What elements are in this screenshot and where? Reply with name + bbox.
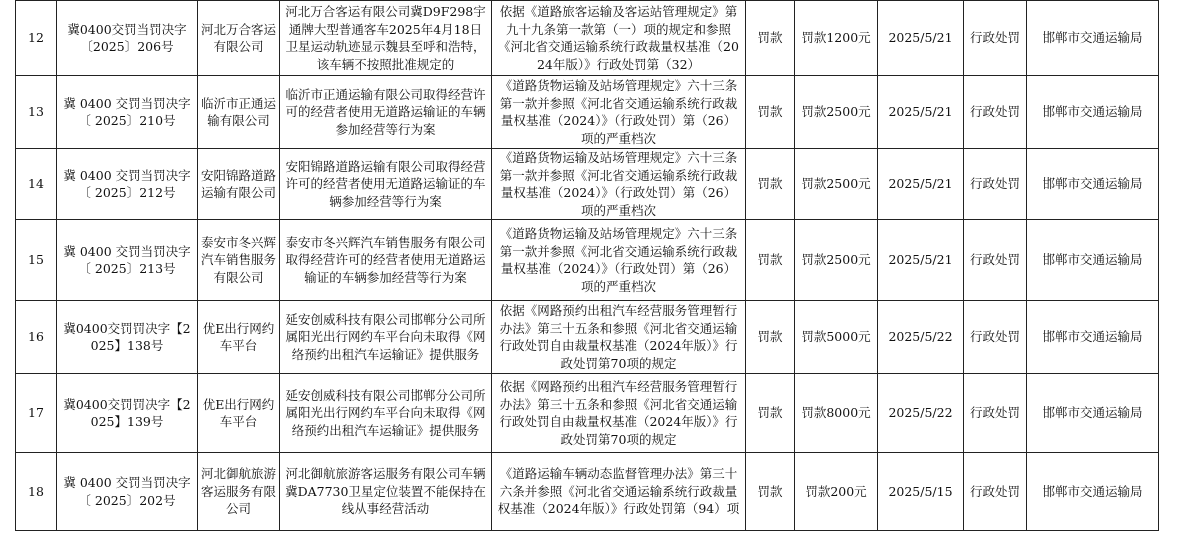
authority: 邯郸市交通运输局 [1027,149,1159,220]
party-name: 优E出行网约车平台 [198,374,280,453]
decision-number: 冀 0400 交罚当罚决字〔 2025〕210号 [57,76,198,149]
authority: 邯郸市交通运输局 [1027,76,1159,149]
table-row [16,1,1159,76]
decision-date: 2025/5/21 [878,1,964,76]
authority: 邯郸市交通运输局 [1027,453,1159,531]
penalty-kind: 罚款 [746,220,795,301]
party-name: 安阳锦路道路运输有限公司 [198,149,280,220]
decision-number: 冀 0400 交罚当罚决字〔 2025〕213号 [57,220,198,301]
violation-facts-text: 河北万合客运有限公司冀D9F298宇通牌大型普通客车2025年4月18日卫星运动轨迹显示魏县至呼和浩特，该车辆不按照批准规定的 [285,4,486,72]
row-index: 18 [16,453,57,531]
penalty-amount: 罚款8000元 [795,374,878,453]
row-index: 16 [16,301,57,374]
authority: 邯郸市交通运输局 [1027,374,1159,453]
penalty-kind: 罚款 [746,1,795,76]
authority: 邯郸市交通运输局 [1027,1,1159,76]
party-name: 优E出行网约车平台 [198,301,280,374]
party-name: 河北御航旅游客运服务有限公司 [198,453,280,531]
table-row [16,374,1159,453]
penalty-kind: 罚款 [746,374,795,453]
decision-number: 冀 0400 交罚当罚决字〔 2025〕212号 [57,149,198,220]
action-type: 行政处罚 [964,149,1027,220]
legal-basis-text: 依据《道路旅客运输及客运站管理规定》第九十九条第一款第（一）项的规定和参照《河北省交通运输系统行政裁量权基准（2024年版）》行政处罚第（32） [498,4,739,72]
decision-date: 2025/5/22 [878,374,964,453]
penalty-amount: 罚款2500元 [795,149,878,220]
row-index: 13 [16,76,57,149]
decision-date: 2025/5/21 [878,76,964,149]
violation-facts: 安阳锦路道路运输有限公司取得经营许可的经营者使用无道路运输证的车辆参加经营等行为案 [280,149,492,220]
table-row [16,220,1159,301]
penalty-table [15,0,1159,531]
penalty-amount: 罚款5000元 [795,301,878,374]
decision-date: 2025/5/21 [878,220,964,301]
action-type: 行政处罚 [964,220,1027,301]
penalty-amount: 罚款2500元 [795,76,878,149]
legal-basis: 《道路货物运输及站场管理规定》六十三条第一款并参照《河北省交通运输系统行政裁量权基准（2024）》（行政处罚）第（26）项的严重档次 [492,149,746,220]
legal-basis: 《道路货物运输及站场管理规定》六十三条第一款并参照《河北省交通运输系统行政裁量权基准（2024）》（行政处罚）第（26）项的严重档次 [492,76,746,149]
action-type: 行政处罚 [964,374,1027,453]
legal-basis: 依据《网路预约出租汽车经营服务管理暂行办法》第三十五条和参照《河北省交通运输行政处罚自由裁量权基准（2024年版）》行政处罚第70项的规定 [492,301,746,374]
penalty-kind: 罚款 [746,76,795,149]
decision-number: 冀0400交罚当罚决字〔2025〕206号 [57,1,198,76]
penalty-kind: 罚款 [746,149,795,220]
penalty-amount: 罚款2500元 [795,220,878,301]
party-name: 泰安市冬兴辉汽车销售服务有限公司 [198,220,280,301]
legal-basis: 依据《网路预约出租汽车经营服务管理暂行办法》第三十五条和参照《河北省交通运输行政处罚自由裁量权基准（2024年版）》行政处罚第70项的规定 [492,374,746,453]
violation-facts: 泰安市冬兴辉汽车销售服务有限公司取得经营许可的经营者使用无道路运输证的车辆参加经营等行为案 [280,220,492,301]
legal-basis: 《道路运输车辆动态监督管理办法》第三十六条并参照《河北省交通运输系统行政裁量权基准（2024年版）》行政处罚第（94）项 [492,453,746,531]
decision-date: 2025/5/21 [878,149,964,220]
row-index: 17 [16,374,57,453]
row-index: 15 [16,220,57,301]
legal-basis [492,1,746,76]
authority: 邯郸市交通运输局 [1027,301,1159,374]
violation-facts: 河北御航旅游客运服务有限公司车辆冀DA7730卫星定位装置不能保持在线从事经营活动 [280,453,492,531]
violation-facts: 延安创威科技有限公司邯郸分公司所属阳光出行网约车平台向未取得《网络预约出租汽车运输证》提供服务 [280,301,492,374]
action-type: 行政处罚 [964,76,1027,149]
penalty-amount: 罚款1200元 [795,1,878,76]
violation-facts [280,1,492,76]
decision-number: 冀0400交罚罚决字【2025】139号 [57,374,198,453]
penalty-amount: 罚款200元 [795,453,878,531]
table-row [16,453,1159,531]
legal-basis: 《道路货物运输及站场管理规定》六十三条第一款并参照《河北省交通运输系统行政裁量权基准（2024）》（行政处罚）第（26）项的严重档次 [492,220,746,301]
party-name: 临沂市正通运输有限公司 [198,76,280,149]
action-type: 行政处罚 [964,453,1027,531]
table-row [16,301,1159,374]
decision-date: 2025/5/22 [878,301,964,374]
table-row [16,76,1159,149]
violation-facts: 临沂市正通运输有限公司取得经营许可的经营者使用无道路运输证的车辆参加经营等行为案 [280,76,492,149]
decision-number: 冀0400交罚罚决字【2025】138号 [57,301,198,374]
penalty-kind: 罚款 [746,301,795,374]
violation-facts: 延安创威科技有限公司邯郸分公司所属阳光出行网约车平台向未取得《网络预约出租汽车运输证》提供服务 [280,374,492,453]
decision-date: 2025/5/15 [878,453,964,531]
table-row [16,149,1159,220]
decision-number: 冀 0400 交罚当罚决字〔 2025〕202号 [57,453,198,531]
party-name: 河北万合客运有限公司 [198,1,280,76]
row-index: 12 [16,1,57,76]
authority: 邯郸市交通运输局 [1027,220,1159,301]
action-type: 行政处罚 [964,301,1027,374]
action-type: 行政处罚 [964,1,1027,76]
penalty-kind: 罚款 [746,453,795,531]
row-index: 14 [16,149,57,220]
